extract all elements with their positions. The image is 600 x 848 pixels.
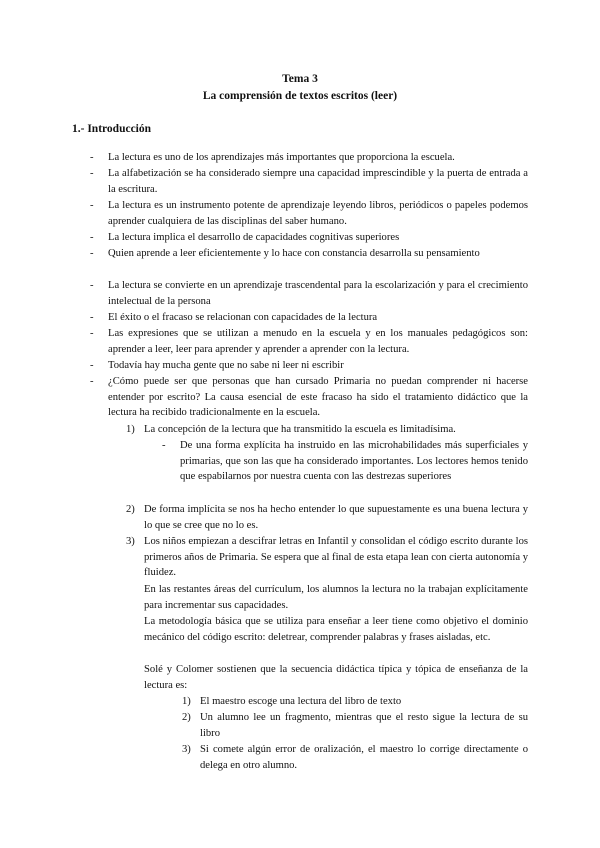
numbered-marker: 2) bbox=[126, 504, 135, 515]
numbered-marker: 3) bbox=[126, 536, 135, 547]
step-item: El maestro escoge una lectura del libro de texto bbox=[200, 696, 402, 707]
bullet-item: La lectura es uno de los aprendizajes más importantes que proporciona la escuela. bbox=[108, 152, 455, 163]
bullet-item: La lectura implica el desarrollo de capacidades cognitivas superiores bbox=[108, 232, 400, 243]
doc-title-line1: Tema 3 bbox=[282, 73, 318, 85]
sub-bullet-item: De una forma explícita ha instruido en las microhabilidades más superficiales y primarias, que son las que ha considerado importantes. Los lectores hemos tenido que espabilarnos por nuestra cuenta con las destrezas superiores bbox=[180, 440, 528, 483]
bullet-item: El éxito o el fracaso se relacionan con capacidades de la lectura bbox=[108, 312, 378, 323]
doc-title-line2: La comprensión de textos escritos (leer) bbox=[202, 90, 398, 102]
bullet-item: La lectura es un instrumento potente de aprendizaje leyendo libros, periódicos o papeles podemos aprender cualquiera de las disciplinas del saber humano. bbox=[108, 200, 528, 227]
sub-bullet-marker: - bbox=[162, 440, 166, 451]
paragraph: En las restantes áreas del currículum, los alumnos la lectura no la trabajan explícitamente para incrementar sus capacidades. bbox=[144, 584, 528, 611]
bullet-marker: - bbox=[90, 360, 94, 371]
bullet-item: La alfabetización se ha considerado siempre una capacidad imprescindible y la puerta de entrada a la escritura. bbox=[108, 168, 528, 195]
bullet-item: ¿Cómo puede ser que personas que han cursado Primaria no puedan comprender ni hacerse entender por escrito? La causa esencial de este fracaso ha sido el tratamiento didáctico que la lectura ha recibido tradicionalmente en la escuela. bbox=[108, 376, 528, 419]
section-heading: 1.- Introducción bbox=[72, 123, 152, 135]
step-marker: 3) bbox=[182, 744, 191, 755]
bullet-marker: - bbox=[90, 376, 94, 387]
bullet-marker: - bbox=[90, 312, 94, 323]
bullet-marker: - bbox=[90, 232, 94, 243]
bullet-item: Todavía hay mucha gente que no sabe ni leer ni escribir bbox=[108, 360, 344, 371]
step-item: Si comete algún error de oralización, el maestro lo corrige directamente o delega en otro alumno. bbox=[200, 744, 528, 771]
paragraph: Solé y Colomer sostienen que la secuencia didáctica típica y tópica de enseñanza de la lectura es: bbox=[144, 664, 528, 691]
bullet-marker: - bbox=[90, 168, 94, 179]
bullet-marker: - bbox=[90, 152, 94, 163]
bullet-item: Quien aprende a leer eficientemente y lo hace con constancia desarrolla su pensamiento bbox=[108, 248, 480, 259]
step-marker: 1) bbox=[182, 696, 191, 707]
bullet-item: Las expresiones que se utilizan a menudo en la escuela y en los manuales pedagógicos son: aprender a leer, leer para aprender y aprender a aprender con la lectura. bbox=[108, 328, 528, 355]
step-marker: 2) bbox=[182, 712, 191, 723]
numbered-item: De forma implícita se nos ha hecho entender lo que supuestamente es una buena lectura y lo que se cree que no lo es. bbox=[144, 504, 528, 531]
bullet-item: La lectura se convierte en un aprendizaje trascendental para la escolarización y para el crecimiento intelectual de la persona bbox=[108, 280, 528, 307]
numbered-item: Los niños empiezan a descifrar letras en Infantil y consolidan el código escrito durante los primeros años de Primaria. Se espera que al final de esta etapa lean con cierta autonomía y fluidez. bbox=[144, 536, 528, 579]
paragraph: La metodología básica que se utiliza para enseñar a leer tiene como objetivo el dominio mecánico del código escrito: deletrear, comprender palabras y frases aisladas, etc. bbox=[144, 616, 528, 643]
numbered-marker: 1) bbox=[126, 424, 135, 435]
bullet-marker: - bbox=[90, 328, 94, 339]
numbered-item: La concepción de la lectura que ha transmitido la escuela es limitadísima. bbox=[144, 424, 456, 435]
bullet-marker: - bbox=[90, 280, 94, 291]
step-item: Un alumno lee un fragmento, mientras que el resto sigue la lectura de su libro bbox=[200, 712, 528, 739]
bullet-marker: - bbox=[90, 248, 94, 259]
bullet-marker: - bbox=[90, 200, 94, 211]
